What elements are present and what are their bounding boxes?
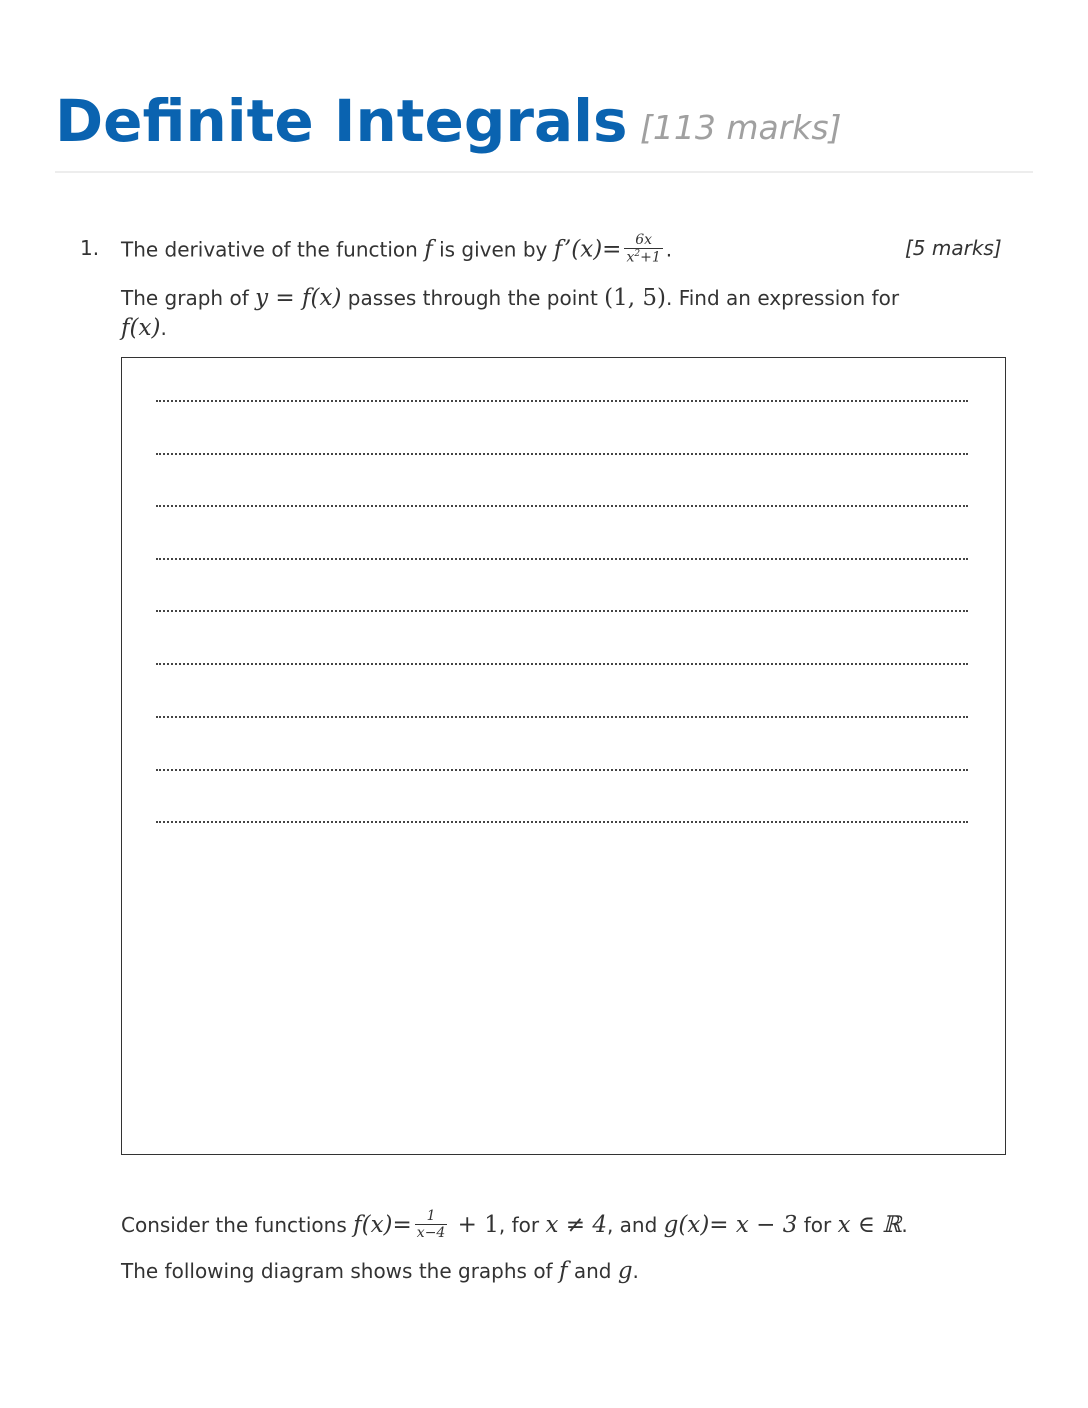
text: . Find an expression for [665,286,900,310]
math-point: (1, 5) [604,285,666,311]
math-fx: f(x)= [353,1212,412,1239]
text: , and [606,1213,664,1238]
text: The derivative of the function [121,237,425,262]
text: passes through the point [341,286,605,310]
text: . [901,1213,908,1238]
question-marks: [5 marks] [905,236,1002,260]
math-condition-1: x ≠ 4 [545,1212,607,1239]
text: The graph of [121,286,256,310]
text: The following diagram shows the graphs of [121,1259,559,1283]
text: . [632,1259,639,1283]
math-condition-2: x ∈ ℝ [837,1212,902,1239]
fraction-denominator [624,249,662,266]
answer-box[interactable] [121,357,1006,1155]
answer-line [156,821,968,823]
math-equation: y = f(x) [255,285,342,311]
fraction-denominator: x−4 [416,1225,446,1242]
text: . [160,316,167,340]
question-text-line-3 [121,315,167,343]
text: for [797,1213,838,1238]
math-g: g [617,1258,633,1284]
question-number: 1. [80,236,100,260]
total-marks: [113 marks] [640,108,842,147]
text: Consider the functions [121,1213,354,1238]
text: and [567,1259,618,1283]
answer-line [156,716,968,718]
answer-line [156,505,968,507]
fraction-numerator: 6x [624,232,662,249]
functions-text-line-1 [121,1210,908,1243]
answer-line [156,663,968,665]
math-plus-one: + 1 [450,1212,499,1239]
answer-line [156,453,968,455]
page-title: Definite Integrals [55,87,628,155]
fraction-f [415,1208,448,1241]
answer-line [156,400,968,402]
den-base: x [626,249,635,266]
text: , for [498,1213,546,1238]
den-tail: +1 [640,249,661,266]
fraction-derivative [624,232,662,266]
fraction-numerator: 1 [415,1208,448,1225]
math-expression: f(x) [121,315,161,341]
text: . [665,237,673,262]
math-f: f [424,236,433,263]
question-text-line-2 [121,285,899,313]
math-gx: g(x)= x − 3 [663,1212,798,1239]
math-f: f [558,1258,568,1284]
page-header [55,86,1033,173]
question-text-line-1 [121,234,672,268]
answer-line [156,558,968,560]
den-exponent: 2 [634,249,641,260]
text: is given by [432,237,554,262]
answer-line [156,610,968,612]
answer-line [156,769,968,771]
math-fprime: f’(x)= [553,236,622,263]
functions-text-line-2 [121,1258,639,1286]
